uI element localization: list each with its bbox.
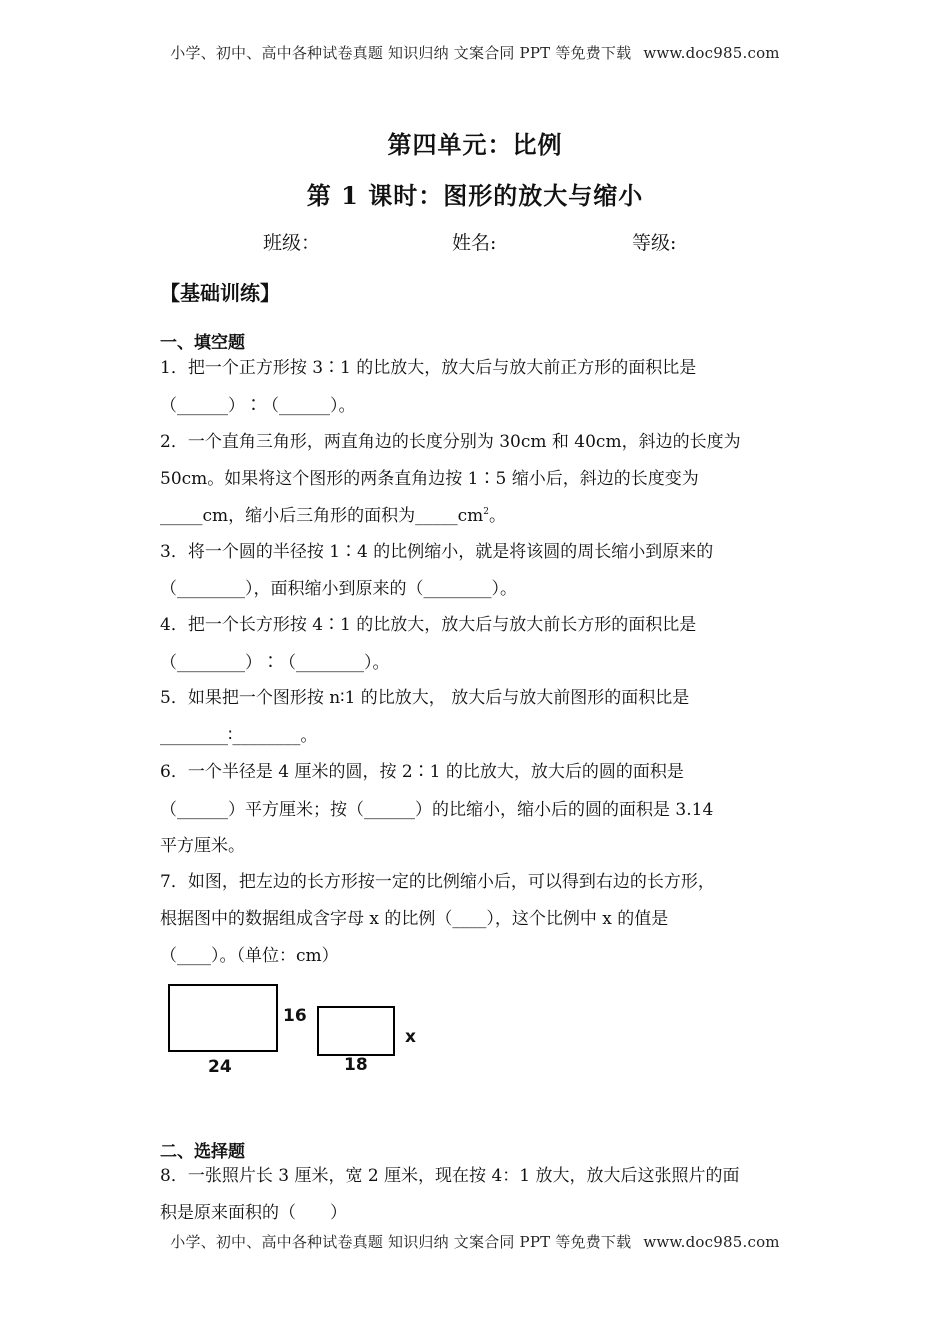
large-rectangle-width-label: 24 <box>208 1057 232 1077</box>
q7-line-1: 7．如图，把左边的长方形按一定的比例缩小后，可以得到右边的长方形， <box>160 872 715 892</box>
q2-tail-prefix: _____cm，缩小后三角形的面积为_____cm <box>160 506 484 526</box>
rectangle-figure <box>160 978 460 1083</box>
q4-line-1: 4．把一个长方形按 4∶1 的比放大，放大后与放大前长方形的面积比是 <box>160 615 697 635</box>
q3-line-1: 3．将一个圆的半径按 1∶4 的比例缩小，就是将该圆的周长缩小到原来的 <box>160 542 714 562</box>
part1-heading: 一、填空题 <box>160 333 245 353</box>
part2-heading: 二、选择题 <box>160 1142 245 1162</box>
footer-text: 小学、初中、高中各种试卷真题 知识归纳 文案合同 PPT 等免费下载 <box>170 1233 632 1251</box>
q2-line-3 <box>160 501 800 526</box>
q3-line-2: （________），面积缩小到原来的（________）。 <box>160 579 517 599</box>
q2-line-2: 50cm。如果将这个图形的两条直角边按 1∶5 缩小后，斜边的长度变为 <box>160 469 699 489</box>
q1-line-2: （______）∶（______）。 <box>160 396 356 416</box>
unit-title: 第四单元：比例 <box>387 130 563 159</box>
q7-line-2: 根据图中的数据组成含字母 x 的比例（____），这个比例中 x 的值是 <box>160 909 669 929</box>
footer-url: www.doc985.com <box>643 1233 780 1251</box>
q6-line-3: 平方厘米。 <box>160 836 245 856</box>
small-rectangle-height-label: x <box>405 1027 416 1047</box>
header-url: www.doc985.com <box>643 44 780 62</box>
page-header <box>0 42 950 63</box>
q2-line-1: 2．一个直角三角形，两直角边的长度分别为 30cm 和 40cm，斜边的长度为 <box>160 432 741 452</box>
class-label: 班级： <box>263 232 321 254</box>
q1-line-1: 1．把一个正方形按 3∶1 的比放大，放大后与放大前正方形的面积比是 <box>160 358 697 378</box>
q8-line-2: 积是原来面积的（ ） <box>160 1203 347 1223</box>
page-footer <box>0 1231 950 1252</box>
q5-line-2: ________∶________。 <box>160 726 318 746</box>
grade-label: 等级: <box>632 232 677 254</box>
q2-tail-suffix: 。 <box>489 506 507 526</box>
q6-line-1: 6．一个半径是 4 厘米的圆，按 2∶1 的比放大，放大后的圆的面积是 <box>160 762 684 782</box>
q7-line-3: （____）。（单位：cm） <box>160 946 339 966</box>
q8-line-1: 8．一张照片长 3 厘米，宽 2 厘米，现在按 4：1 放大，放大后这张照片的面 <box>160 1166 740 1186</box>
name-label: 姓名: <box>452 232 497 254</box>
small-rectangle <box>317 1006 395 1056</box>
section-title: 【基础训练】 <box>160 281 280 305</box>
large-rectangle-height-label: 16 <box>283 1006 307 1026</box>
large-rectangle <box>168 984 278 1052</box>
q6-line-2: （______）平方厘米；按（______）的比缩小，缩小后的圆的面积是 3.14 <box>160 800 714 820</box>
lesson-title: 第 1 课时：图形的放大与缩小 <box>306 181 644 210</box>
q2-tail-sup: 2 <box>483 507 490 517</box>
header-text: 小学、初中、高中各种试卷真题 知识归纳 文案合同 PPT 等免费下载 <box>170 44 632 62</box>
q4-line-2: （________）∶（________）。 <box>160 653 390 673</box>
q5-line-1: 5．如果把一个图形按 n∶1 的比放大， 放大后与放大前图形的面积比是 <box>160 688 690 708</box>
small-rectangle-width-label: 18 <box>344 1055 368 1075</box>
